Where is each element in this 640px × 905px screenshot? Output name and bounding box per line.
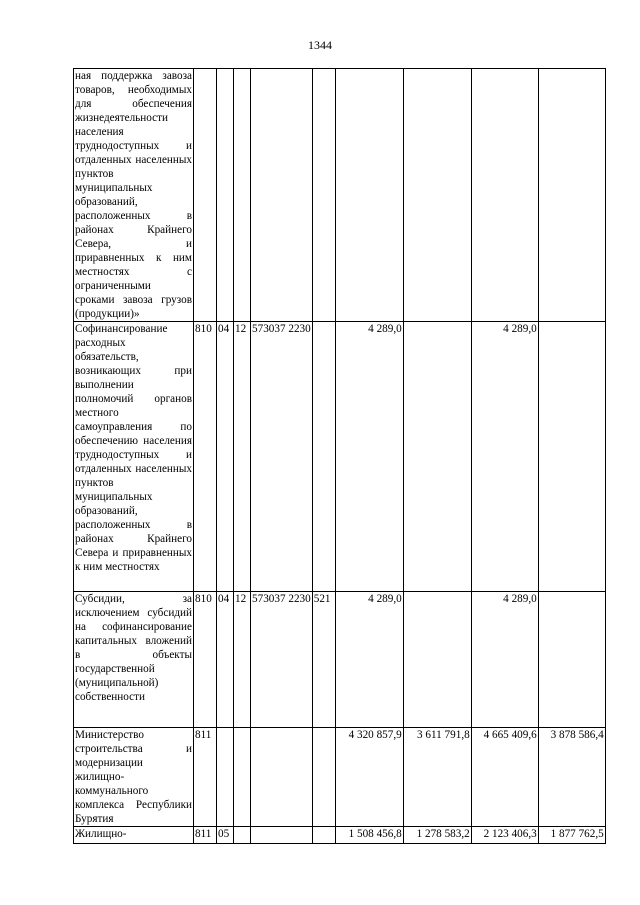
item-name: Субсидии, за исключением субсидий на софинансирование капитальных вложений в объекты государственной (муниципальной) собственности [74, 592, 194, 728]
table-row [74, 728, 606, 827]
target-code: 573037 2230 [251, 592, 313, 728]
amount-2: 1 278 583,2 [403, 827, 471, 844]
amount-3 [471, 69, 538, 322]
amount-4: 1 877 762,5 [538, 827, 605, 844]
amount-1: 4 320 857,9 [335, 728, 403, 827]
amount-1: 1 508 456,8 [335, 827, 403, 844]
amount-1: 4 289,0 [335, 592, 403, 728]
amount-3: 4 665 409,6 [471, 728, 538, 827]
amount-1 [335, 69, 403, 322]
table-row [74, 69, 606, 322]
item-name: Софинансирование расходных обязательств, возникающих при выполнении полномочий органов местного самоуправления по обеспечению населения труднодоступных и отдаленных населенных пунктов муниципальных образований, расположенных в районах Крайнего Севера и приравненных к ним местностях [74, 322, 194, 592]
target-code: 573037 2230 [251, 322, 313, 592]
subsection-code [234, 69, 251, 322]
amount-3: 4 289,0 [471, 592, 538, 728]
expense-code [312, 827, 335, 844]
ministry-code [194, 69, 217, 322]
subsection-code [234, 827, 251, 844]
target-code [251, 827, 313, 844]
ministry-code: 811 [194, 827, 217, 844]
target-code [251, 69, 313, 322]
page-number: 1344 [308, 38, 332, 52]
section-code: 05 [217, 827, 234, 844]
amount-3: 4 289,0 [471, 322, 538, 592]
amount-4 [538, 322, 605, 592]
ministry-code: 810 [194, 322, 217, 592]
expense-code [312, 69, 335, 322]
section-code [217, 69, 234, 322]
ministry-code: 810 [194, 592, 217, 728]
section-code: 04 [217, 592, 234, 728]
section-code: 04 [217, 322, 234, 592]
amount-4 [538, 592, 605, 728]
amount-4: 3 878 586,4 [538, 728, 605, 827]
budget-table [73, 68, 606, 844]
item-name: Министерство строительства и модернизации жилищно-коммунального комплекса Республики Бурятия [75, 729, 192, 825]
expense-code [312, 728, 335, 827]
target-code [251, 728, 313, 827]
table-row [74, 592, 606, 728]
expense-code: 521 [312, 592, 335, 728]
subsection-code: 12 [234, 592, 251, 728]
table-row [74, 827, 606, 844]
amount-2 [403, 69, 471, 322]
amount-1: 4 289,0 [335, 322, 403, 592]
amount-2: 3 611 791,8 [403, 728, 471, 827]
section-code [217, 728, 234, 827]
item-name: Жилищно- [74, 827, 194, 844]
ministry-code: 811 [194, 728, 217, 827]
subsection-code [234, 728, 251, 827]
subsection-code: 12 [234, 322, 251, 592]
expense-code [312, 322, 335, 592]
amount-2 [403, 592, 471, 728]
amount-4 [538, 69, 605, 322]
table-row [74, 322, 606, 592]
amount-3: 2 123 406,3 [471, 827, 538, 844]
amount-2 [403, 322, 471, 592]
item-name: ная поддержка завоза товаров, необходимых для обеспечения жизнедеятельности населения труднодоступных и отдаленных населенных пунктов муниципальных образований, расположенных в районах Крайнего Севера, и приравненных к ним местностях с ограниченными сроками завоза грузов (продукции)» [75, 70, 192, 320]
